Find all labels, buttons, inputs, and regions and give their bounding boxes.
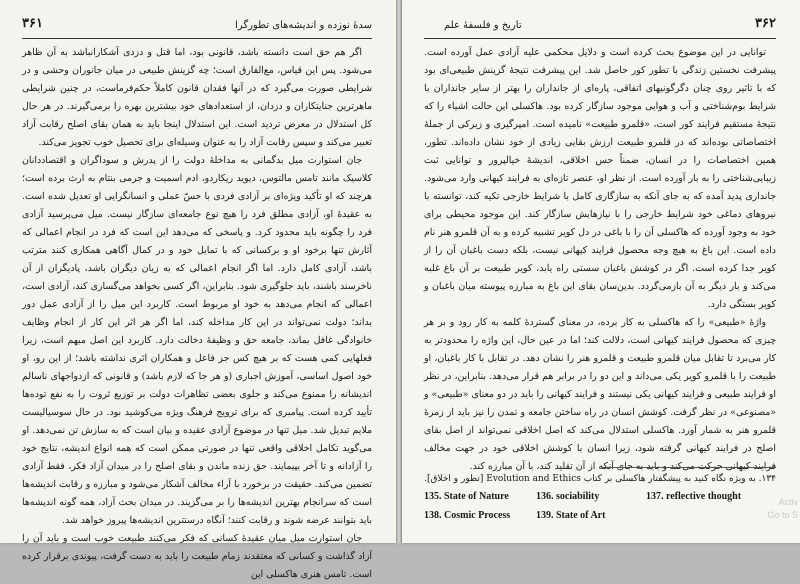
left-body-text <box>22 44 372 580</box>
glossary-item: 135. State of Nature <box>424 491 509 502</box>
watermark-line-2: Go to S <box>767 510 798 520</box>
glossary-item: 137. reflective thought <box>646 491 742 502</box>
left-paragraph-2: جان استوارت میل بدگمانی به مداخلهٔ دولت را از پدرش و سوداگران و اقتصاددانان کلاسیک مانند تامس مالتوس، دیوید ریکاردو، ادم اسمیت و جرمی بنتام به ارث برده است؛ هرچند که او تأکید ویژه‌ای بر آزادی فردی با حسّ عملی و انسانگرایی او تعدیل شده است. به عقیدهٔ او، آزادی مطلق فرد را هیچ نوع جامعه‌ای سازگار نیست. میل می‌پرسید آزادی فرد را چگونه باید محدود کرد. و پاسخی که می‌دهد این است که فرد در انجام اعمالی که آثارش تنها برخود او و برکسانی که با تمایل خود و در کمال آگاهی همکاری کنند مترتب باشد، آزادی کامل دارد. اما اگر انجام اعمالی که به زیان دیگران باشد، پادیگران از آن ناخرسند باشند، باید جلوگیری شود. بنابراین، اگر کسی بخواهد می‌گساری کند، آزادی است، اعمالی که انجام می‌دهد به خود او مربوط است. کاربرد این میل را از آزادی عمل دور بداند؛ دولت نمی‌تواند در این کار مداخله کند، اما اگر هر اثر این کار از انجام وظایف خانوادگی غافل بماند، جامعه حق و وظیفهٔ دخالت دارد. کاربرد این اصل مبهم است، زیرا فعلهایی کمی هست که بر هیچ کس جز فاعل و همکاران اثری نداشته باشد؛ از این رو، او خود اصول اساسی، آموزش اجباری (و هر جا که لازم باشد) و قانونی که ازدواجهای ناسالم اندیشانه را ممنوع می‌کند و جلوی بعضی تظاهرات دولت بر توزیع ثروت را به نفع توده‌ها تأیید کرده است. پیامبری که برای ترویج فرهنگ ویژه می‌کوشید بود. در حال سوسیالیست ملایم تبدیل شد. میل تنها در موضوع آزادی عقیده و بیان است که به سازش تن نمی‌دهد. او می‌گوید تکامل اخلاقی واقعی تنها در صورتی ممکن است که همه انواع اندیشه، نتایج خود را آزادانه و تا آخر بپیمایند. حق زنده ماندن و بقای اصلح را در میدان آزاد فکر، فقط آزادی تضمین می‌کند. حقیقت در برخورد با آراء مخالف آشکار می‌شود و مبارزه و رقابت اندیشه‌ها است که سرانجام بهترین اندیشه‌ها را بر می‌گزیند. در میدان بحث آزاد، همه گونه اندیشه‌ها باید بتوانند عرضه شوند و رقابت کنند؛ آنگاه درستترین اندیشه‌ها پیروز خواهد شد. <box>22 155 372 526</box>
glossary-list <box>424 491 754 521</box>
left-page-number: ۳۶۱ <box>22 16 43 31</box>
right-running-title: تاریخ و فلسفهٔ علم <box>444 20 522 31</box>
glossary-item: 136. sociability <box>536 491 600 502</box>
left-header-rule <box>22 38 372 39</box>
right-page-number: ۳۶۲ <box>755 16 776 31</box>
right-page-header <box>424 18 776 40</box>
right-header-rule <box>424 38 776 39</box>
right-paragraph-2: واژهٔ «طبیعی» را که هاکسلی به کار برده، در معنای گستردهٔ کلمه به کار رود و بر هر چیزی که محصول فرایند کیهانی است، دلالت کند؛ اما در عین حال، این واژه را محدودتر به کار می‌برد تا تقابل میان قلمرو طبیعت و قلمرو هنر را نشان دهد. در تقابل با کار باغبان، او طبیعت را با قلمرو کویر یکی می‌داند و این دو را در برابر هم قرار می‌دهد. بنابراین، در نظر او فرایند طبیعی و فرایند کیهانی یکی نیستند و فرایند کیهانی را باید در دو معنای «طبیعی» و «مصنوعی» در نظر گرفت. کوشش انسان در راه ساختن جامعه و تمدن را نیز باید از زمرهٔ قلمرو هنر به شمار آورد. هاکسلی استدلال می‌کند که اصل اخلاقی نمی‌تواند از اصل بقای اصلح در فرایند کیهانی گرفته شود، زیرا انسان با کوشش اخلاقی خود در جهت مخالف فرایند کیهانی حرکت می‌کند و باید به جای آنکه از آن تقلید کند، با آن مبارزه کند. <box>424 317 776 472</box>
right-page <box>402 0 800 543</box>
left-paragraph-1: اگر هم حق است دانسته باشد، قانونی بود، اما قتل و دزدی آشکارانباشد به آن ظاهر می‌شود. پس این قیاس، مع‌الفارق است؛ چه گزینش طبیعی در میان جانوران وحشی و در شرایطی صورت می‌گیرد که در آنها فقدان قانون کاملاً حکم‌فرماست، در چنین شرایطی ماهرترین جنایتکاران و دزدان، از استعدادهای خود بیشترین بهره را برمی‌گیرند. در هر حال کل استدلال در معرض تردید است. این استدلال اینجا باید به همان بقای اصلح رقابت آزاد تعبیر می‌کند و سپس رقابت آزاد را به عنوان وسیله‌ای برای تحصیل خوب تجویز می‌کند. <box>22 47 372 148</box>
left-page-header <box>22 18 372 40</box>
glossary-item: 139. State of Art <box>536 510 606 521</box>
right-body-text <box>424 44 776 472</box>
left-page <box>0 0 396 580</box>
footnote-rule <box>602 467 776 468</box>
watermark-line-1: Activ <box>778 497 798 507</box>
right-paragraph-1: توانایی در این موضوع بحث کرده است و دلایل محکمی علیه آزادی عمل آورده است. پیشرفت نخستین زندگی با تطور کور حاصل شد. این پیشرفت نتیجهٔ گزینش طبیعی‌ای بود که با تاثیر روی چنان دگرگونیهای اتفاقی، پاره‌ای از جانداران را بهتر از سایر جانداران با شرایط بوم‌شناختی و آب و هوایی موجود سازگار کرده بود. هاکسلی این حالت اشیاء را که نتیجهٔ مستقیم فرایند کور است، «قلمرو طبیعت» نامیده است. امپرگیری و زیرکی از جملهٔ اختصاصاتی بوده‌اند که در قلمرو طبیعت ارزش بقایی زیادی از خود نشان داده‌اند. تطور، همین اختصاصات را در انسان، ضمناً حس اخلاقی، اندیشهٔ خیالپرور و توانایی ثبت زیبایی‌شناختی را به بار آورده است. از نظر او، عنصر تازه‌ای به فرایند کیهانی وارد می‌شود. جانداری پدید آمده که به جای آنکه به سازگاری کامل با شرایط خارجی تکیه کند، توانسته با نیروهای دماغی خود شرایط خارجی را با نیازهایش سازگار کند. این موجود محیطی برای خود به وجود آورده که هاکسلی آن را با باغی در دل کویر تشبیه کرده و به آن قلمرو هنر نام داده است. این باغ به هیچ وجه محصول فرایند کیهانی نیست، بلکه دست باغبان آن را از کویر جدا کرده است. اگر در کوشش باغبان سستی راه یابد، کویر طبیعت بر آن باغ غلبه می‌کند و بار دیگر به آن بازمی‌گردد. بدین‌سان بقای این باغ به مبارزه پیوسته میان باغبان و کویر بستگی دارد. <box>424 47 776 310</box>
glossary-item: 138. Cosmic Process <box>424 510 511 521</box>
footnote: ۱۳۴. به ویژه نگاه کنید به پیشگفتار هاکسلی بر کتاب Evolution and Ethics [تطور و اخلاق]. <box>424 474 776 484</box>
left-paragraph-3: جان استوارت میل میان عقیدهٔ کسانی که فکر می‌کنند طبیعت خوب است و باید آن را آزاد گذاشت و کسانی که معتقدند زمام طبیعت را باید به دست گرفت، پیوندی برقرار کرده است. تامس هنری هاکسلی این <box>22 533 372 580</box>
activation-watermark <box>767 496 798 522</box>
left-running-title: سدهٔ نوزده و اندیشه‌های تطورگرا <box>235 20 372 31</box>
